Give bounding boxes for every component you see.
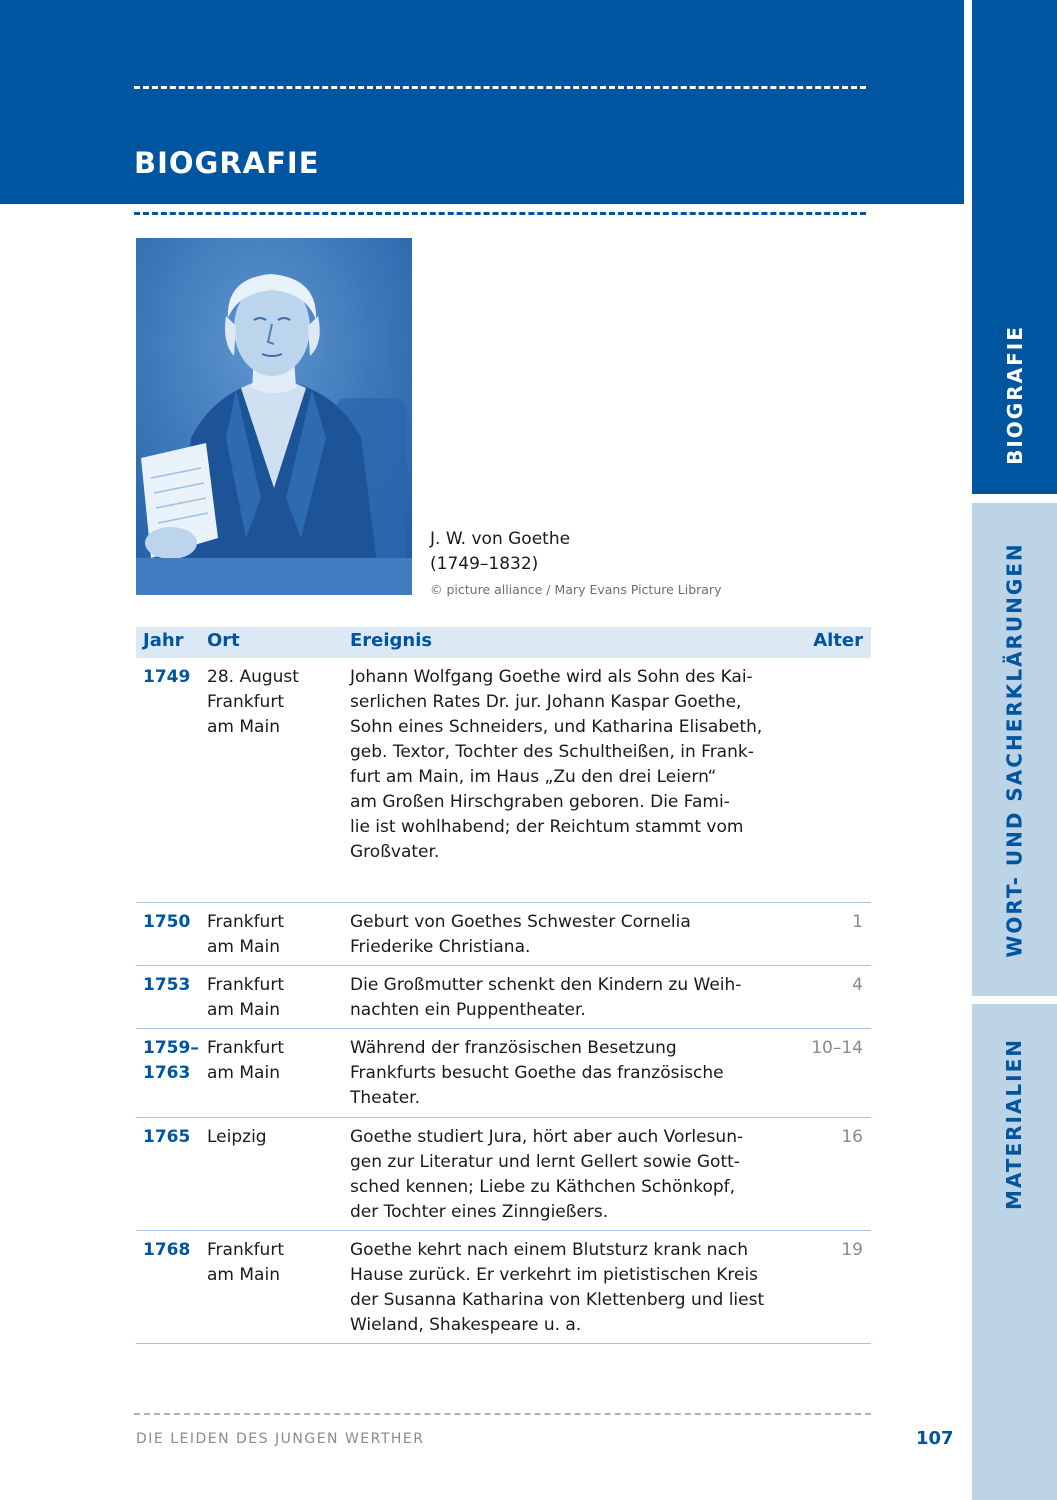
cell-age (793, 973, 863, 998)
cell-event-line: Johann Wolfgang Goethe wird als Sohn des Kai- (350, 667, 753, 687)
cell-age-line: 10–14 (811, 1038, 863, 1058)
cell-event-line: serlichen Rates Dr. jur. Johann Kaspar Goethe, (350, 692, 742, 712)
cell-year (143, 910, 205, 935)
portrait-caption (430, 527, 570, 577)
cell-place-line: Leipzig (207, 1127, 267, 1147)
cell-event-line: gen zur Literatur und lernt Gellert sowie Gott- (350, 1152, 740, 1172)
table-row (136, 1231, 871, 1344)
tab-materialien[interactable] (972, 1004, 1057, 1500)
cell-place (207, 1125, 345, 1150)
cell-place (207, 1238, 345, 1288)
tab-biografie-label: BIOGRAFIE (1002, 325, 1027, 465)
footer-book-title: DIE LEIDEN DES JUNGEN WERTHER (136, 1431, 425, 1447)
table-row (136, 903, 871, 966)
cell-place-line: am Main (207, 1000, 280, 1020)
cell-year-line: 1763 (143, 1063, 191, 1083)
cell-event-line: nachten ein Puppentheater. (350, 1000, 586, 1020)
cell-age-line: 1 (852, 912, 863, 932)
cell-event-line: Goethe studiert Jura, hört aber auch Vorlesun- (350, 1127, 744, 1147)
footer-divider (134, 1413, 871, 1415)
cell-age (793, 1125, 863, 1150)
cell-event-line: Wieland, Shakespeare u. a. (350, 1315, 582, 1335)
biography-table (136, 627, 871, 1344)
cell-place-line: am Main (207, 937, 280, 957)
caption-name: J. W. von Goethe (430, 529, 571, 549)
cell-place-line: Frankfurt (207, 975, 284, 995)
header-event: Ereignis (350, 630, 433, 651)
cell-place (207, 910, 345, 960)
cell-year-line: 1765 (143, 1127, 191, 1147)
cell-event (350, 1036, 800, 1111)
header-divider-top (134, 86, 866, 89)
cell-event-line: lie ist wohlhabend; der Reichtum stammt vom (350, 817, 744, 837)
cell-event-line: Großvater. (350, 842, 440, 862)
tab-wort-und-sacherklaerungen-label: WORT- UND SACHERKLÄRUNGEN (1002, 541, 1027, 958)
cell-place-line: am Main (207, 1063, 280, 1083)
table-body (136, 658, 871, 1344)
tab-wort-und-sacherklaerungen[interactable] (972, 503, 1057, 996)
cell-age (793, 1238, 863, 1263)
cell-year-line: 1753 (143, 975, 191, 995)
goethe-portrait (136, 238, 412, 595)
cell-place (207, 973, 345, 1023)
cell-place-line: Frankfurt (207, 1240, 284, 1260)
cell-place (207, 665, 345, 740)
cell-year (143, 973, 205, 998)
cell-event (350, 973, 800, 1023)
cell-year (143, 1238, 205, 1263)
photo-credit: © picture alliance / Mary Evans Picture Library (430, 582, 722, 597)
cell-place-line: am Main (207, 717, 280, 737)
table-header-row (136, 627, 871, 658)
cell-place-line: Frankfurt (207, 1038, 284, 1058)
table-row (136, 1029, 871, 1118)
cell-year-line: 1750 (143, 912, 191, 932)
page-number: 107 (916, 1428, 954, 1449)
cell-place (207, 1036, 345, 1086)
cell-place-line: Frankfurt (207, 692, 284, 712)
cell-age (793, 910, 863, 935)
cell-event (350, 910, 800, 960)
cell-year-line: 1749 (143, 667, 191, 687)
cell-event-line: am Großen Hirschgraben geboren. Die Fami- (350, 792, 730, 812)
cell-age-line: 4 (852, 975, 863, 995)
cell-event-line: Goethe kehrt nach einem Blutsturz krank nach (350, 1240, 748, 1260)
tab-materialien-label: MATERIALIEN (1002, 1037, 1027, 1211)
cell-age-line: 16 (841, 1127, 863, 1147)
cell-event (350, 1238, 800, 1338)
cell-age (793, 1036, 863, 1061)
cell-event-line: Theater. (350, 1088, 420, 1108)
cell-event-line: Friederike Christiana. (350, 937, 531, 957)
cell-event-line: Geburt von Goethes Schwester Cornelia (350, 912, 691, 932)
cell-event-line: Sohn eines Schneiders, und Katharina Elisabeth, (350, 717, 763, 737)
header-divider-bottom (134, 212, 866, 215)
cell-place-line: Frankfurt (207, 912, 284, 932)
cell-place-line: 28. August (207, 667, 299, 687)
cell-year-line: 1759– (143, 1038, 199, 1058)
cell-event-line: Die Großmutter schenkt den Kindern zu Weih- (350, 975, 742, 995)
table-row (136, 1118, 871, 1231)
cell-event-line: der Susanna Katharina von Klettenberg und liest (350, 1290, 765, 1310)
cell-event-line: geb. Textor, Tochter des Schultheißen, in Frank- (350, 742, 754, 762)
caption-years: (1749–1832) (430, 554, 539, 574)
cell-event (350, 665, 800, 865)
cell-age-line: 19 (841, 1240, 863, 1260)
cell-event-line: Frankfurts besucht Goethe das französische (350, 1063, 724, 1083)
cell-year (143, 665, 205, 690)
table-row (136, 966, 871, 1029)
table-row (136, 658, 871, 903)
tab-biografie[interactable] (972, 0, 1057, 494)
cell-event-line: furt am Main, im Haus „Zu den drei Leiern“ (350, 767, 717, 787)
cell-year-line: 1768 (143, 1240, 191, 1260)
cell-event (350, 1125, 800, 1225)
cell-year (143, 1036, 205, 1086)
page-title: BIOGRAFIE (134, 146, 320, 180)
cell-event-line: der Tochter eines Zinngießers. (350, 1202, 609, 1222)
header-age: Alter (813, 630, 863, 651)
header-place: Ort (207, 630, 240, 651)
cell-event-line: sched kennen; Liebe zu Käthchen Schönkopf, (350, 1177, 736, 1197)
header-year: Jahr (143, 630, 184, 651)
cell-event-line: Während der französischen Besetzung (350, 1038, 677, 1058)
cell-place-line: am Main (207, 1265, 280, 1285)
cell-year (143, 1125, 205, 1150)
cell-event-line: Hause zurück. Er verkehrt im pietistischen Kreis (350, 1265, 759, 1285)
